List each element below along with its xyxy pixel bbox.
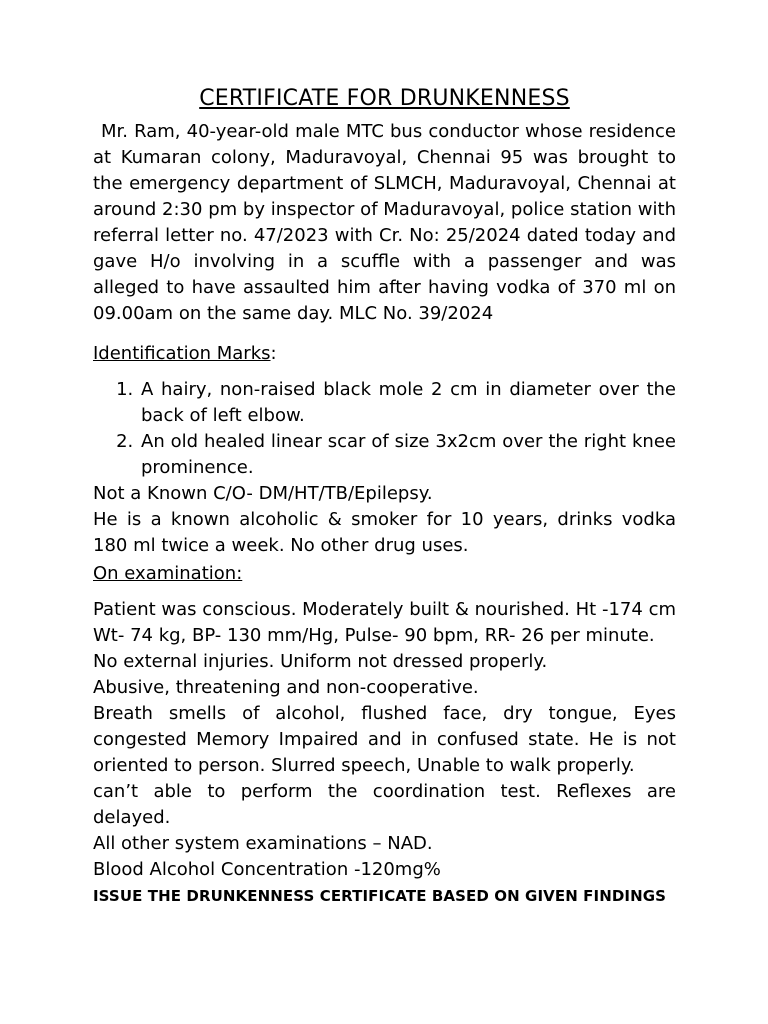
injuries-text: No external injuries. Uniform not dressed properly. (93, 651, 548, 672)
examination-heading: On examination: (93, 563, 243, 584)
coordination-text: can’t able to perform the coordination test. Reflexes are delayed. (93, 781, 676, 828)
instruction-text: ISSUE THE DRUNKENNESS CERTIFICATE BASED ON GIVEN FINDINGS (93, 887, 667, 905)
medical-history: Not a Known C/O- DM/HT/TB/Epilepsy. (93, 483, 433, 504)
clinical-signs-text: Breath smells of alcohol, flushed face, dry tongue, Eyes congested Memory Impaired and in confused state. He is not oriented to person. Slurred speech, Unable to walk properly. (93, 703, 676, 776)
habit-history: He is a known alcoholic & smoker for 10 years, drinks vodka 180 ml twice a week. No other drug uses. (93, 509, 676, 556)
identification-item: 2. An old healed linear scar of size 3x2cm over the right knee prominence. (139, 429, 676, 481)
vitals-text: Patient was conscious. Moderately built & nourished. Ht -174 cm Wt- 74 kg, BP- 130 mm/Hg, Pulse- 90 bpm, RR- 26 per minute. (93, 599, 676, 646)
blood-alcohol-text: Blood Alcohol Concentration -120mg% (93, 859, 441, 880)
case-summary: Mr. Ram, 40-year-old male MTC bus conductor whose residence at Kumaran colony, Maduravoyal, Chennai 95 was brought to the emergency department of SLMCH, Maduravoyal, Chennai at around 2:30 pm by inspector of Maduravoyal, police station with referral letter no. 47/2023 with Cr. No: 25/2024 dated today and gave H/o involving in a scuffle with a passenger and was alleged to have assaulted him after having vodka of 370 ml on 09.00am on the same day. MLC No. 39/2024 (93, 121, 676, 324)
identification-item: 1. A hairy, non-raised black mole 2 cm in diameter over the back of left elbow. (139, 377, 676, 429)
identification-heading-label: Identification Marks (93, 343, 271, 364)
behaviour-text: Abusive, threatening and non-cooperative. (93, 677, 479, 698)
page-title: CERTIFICATE FOR DRUNKENNESS (199, 86, 570, 111)
identification-heading-colon: : (270, 343, 277, 364)
identification-list (93, 377, 676, 481)
identification-heading (93, 341, 676, 367)
systems-text: All other system examinations – NAD. (93, 833, 433, 854)
